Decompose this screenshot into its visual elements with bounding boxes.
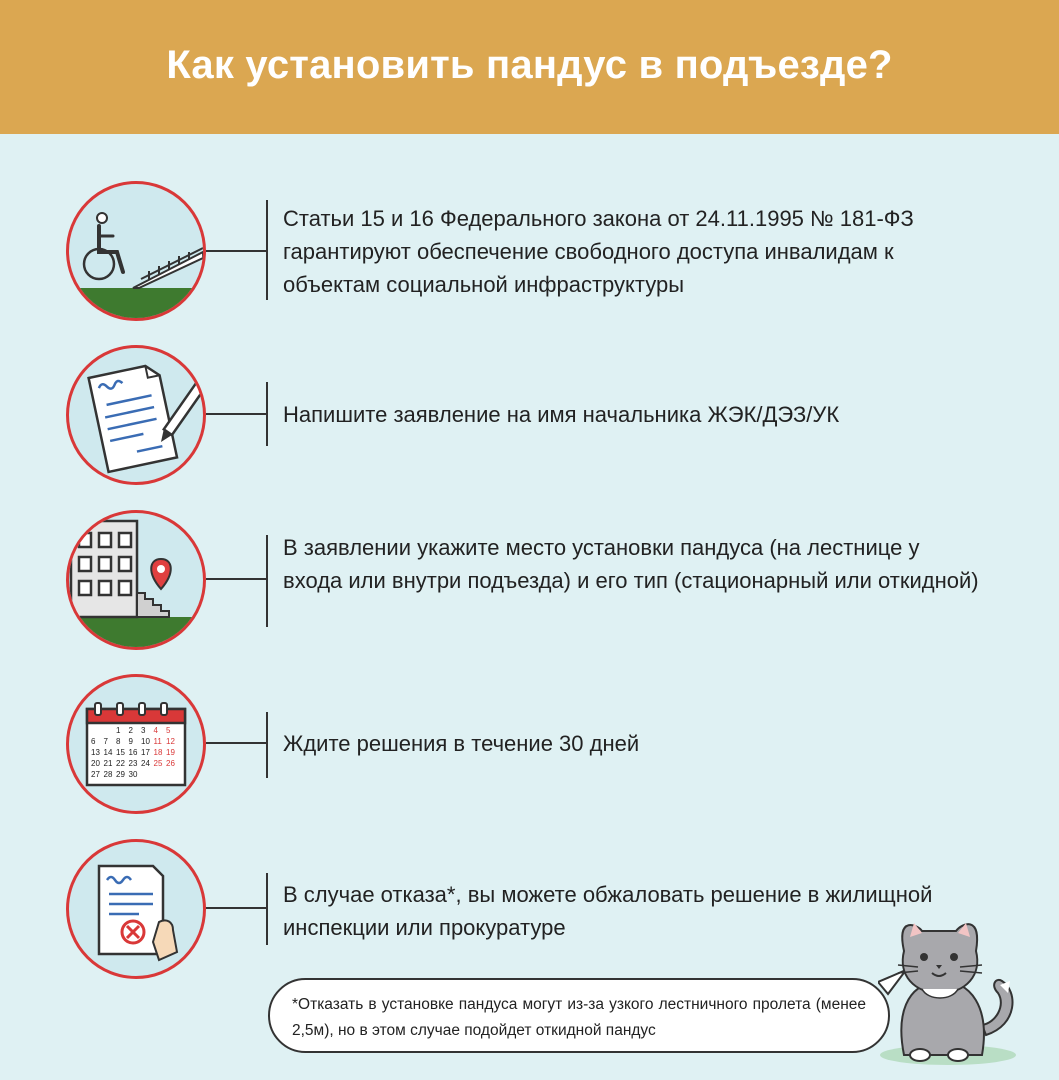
calendar-day: 24	[141, 759, 150, 768]
calendar-day: 4	[153, 726, 158, 735]
calendar-icon	[66, 674, 206, 814]
calendar-day: 12	[166, 737, 175, 746]
calendar-day: 30	[128, 770, 138, 779]
connector-line	[206, 742, 268, 744]
step-text: Ждите решения в течение 30 дней	[283, 731, 640, 756]
calendar-day: 7	[103, 737, 108, 746]
calendar-day: 20	[91, 759, 100, 768]
calendar-day: 2	[128, 726, 133, 735]
calendar-day: 14	[103, 748, 113, 757]
connector-line	[206, 578, 268, 580]
rejected-document-icon	[66, 839, 206, 979]
connector-line	[206, 250, 268, 252]
step-text: В случае отказа*, вы можете обжаловать решение в жилищной инспекции или прокуратуре	[283, 882, 933, 940]
document-pen-icon	[66, 345, 206, 485]
header-banner	[0, 0, 1059, 134]
calendar-day: 15	[116, 748, 125, 757]
page-title: Как установить пандус в подъезде?	[166, 42, 893, 87]
calendar-day: 26	[166, 759, 175, 768]
calendar-day: 8	[116, 737, 121, 746]
calendar-day: 6	[91, 737, 96, 746]
calendar-day: 10	[141, 737, 150, 746]
calendar-day: 27	[91, 770, 100, 779]
divider	[266, 200, 268, 300]
calendar-day: 17	[141, 748, 150, 757]
calendar-day: 29	[116, 770, 125, 779]
divider	[266, 712, 268, 778]
wheelchair-ramp-icon	[66, 181, 206, 321]
building-location-icon	[66, 510, 206, 650]
divider	[266, 382, 268, 446]
cat-icon	[878, 905, 1028, 1075]
calendar-day: 18	[153, 748, 163, 757]
calendar-day: 25	[153, 759, 163, 768]
calendar-day: 9	[128, 737, 133, 746]
calendar-day: 5	[166, 726, 171, 735]
calendar-day: 1	[116, 726, 121, 735]
calendar-day: 19	[166, 748, 175, 757]
connector-line	[206, 907, 268, 909]
calendar-day: 16	[128, 748, 138, 757]
step-text: Напишите заявление на имя начальника ЖЭК/ДЭЗ/УК	[283, 402, 840, 427]
calendar-day: 23	[128, 759, 138, 768]
footnote-bubble	[268, 978, 890, 1053]
calendar-day: 3	[141, 726, 146, 735]
calendar-day: 11	[153, 737, 162, 746]
connector-line	[206, 413, 268, 415]
calendar-day: 28	[103, 770, 113, 779]
divider	[266, 535, 268, 627]
step-text: Статьи 15 и 16 Федерального закона от 24.11.1995 № 181-ФЗ гарантируют обеспечение свободного доступа инвалидам к объектам социальной инфраструктуры	[283, 206, 914, 297]
divider	[266, 873, 268, 945]
footnote-text: *Отказать в установке пандуса могут из-за узкого лестничного пролета (менее 2,5м), но в этом случае подойдет откидной пандус	[292, 996, 866, 1039]
calendar-day: 21	[103, 759, 113, 768]
calendar-day: 22	[116, 759, 125, 768]
step-text: В заявлении укажите место установки пандуса (на лестнице у входа или внутри подъезда) и его тип (стационарный или откидной)	[283, 535, 979, 593]
calendar-day: 13	[91, 748, 100, 757]
